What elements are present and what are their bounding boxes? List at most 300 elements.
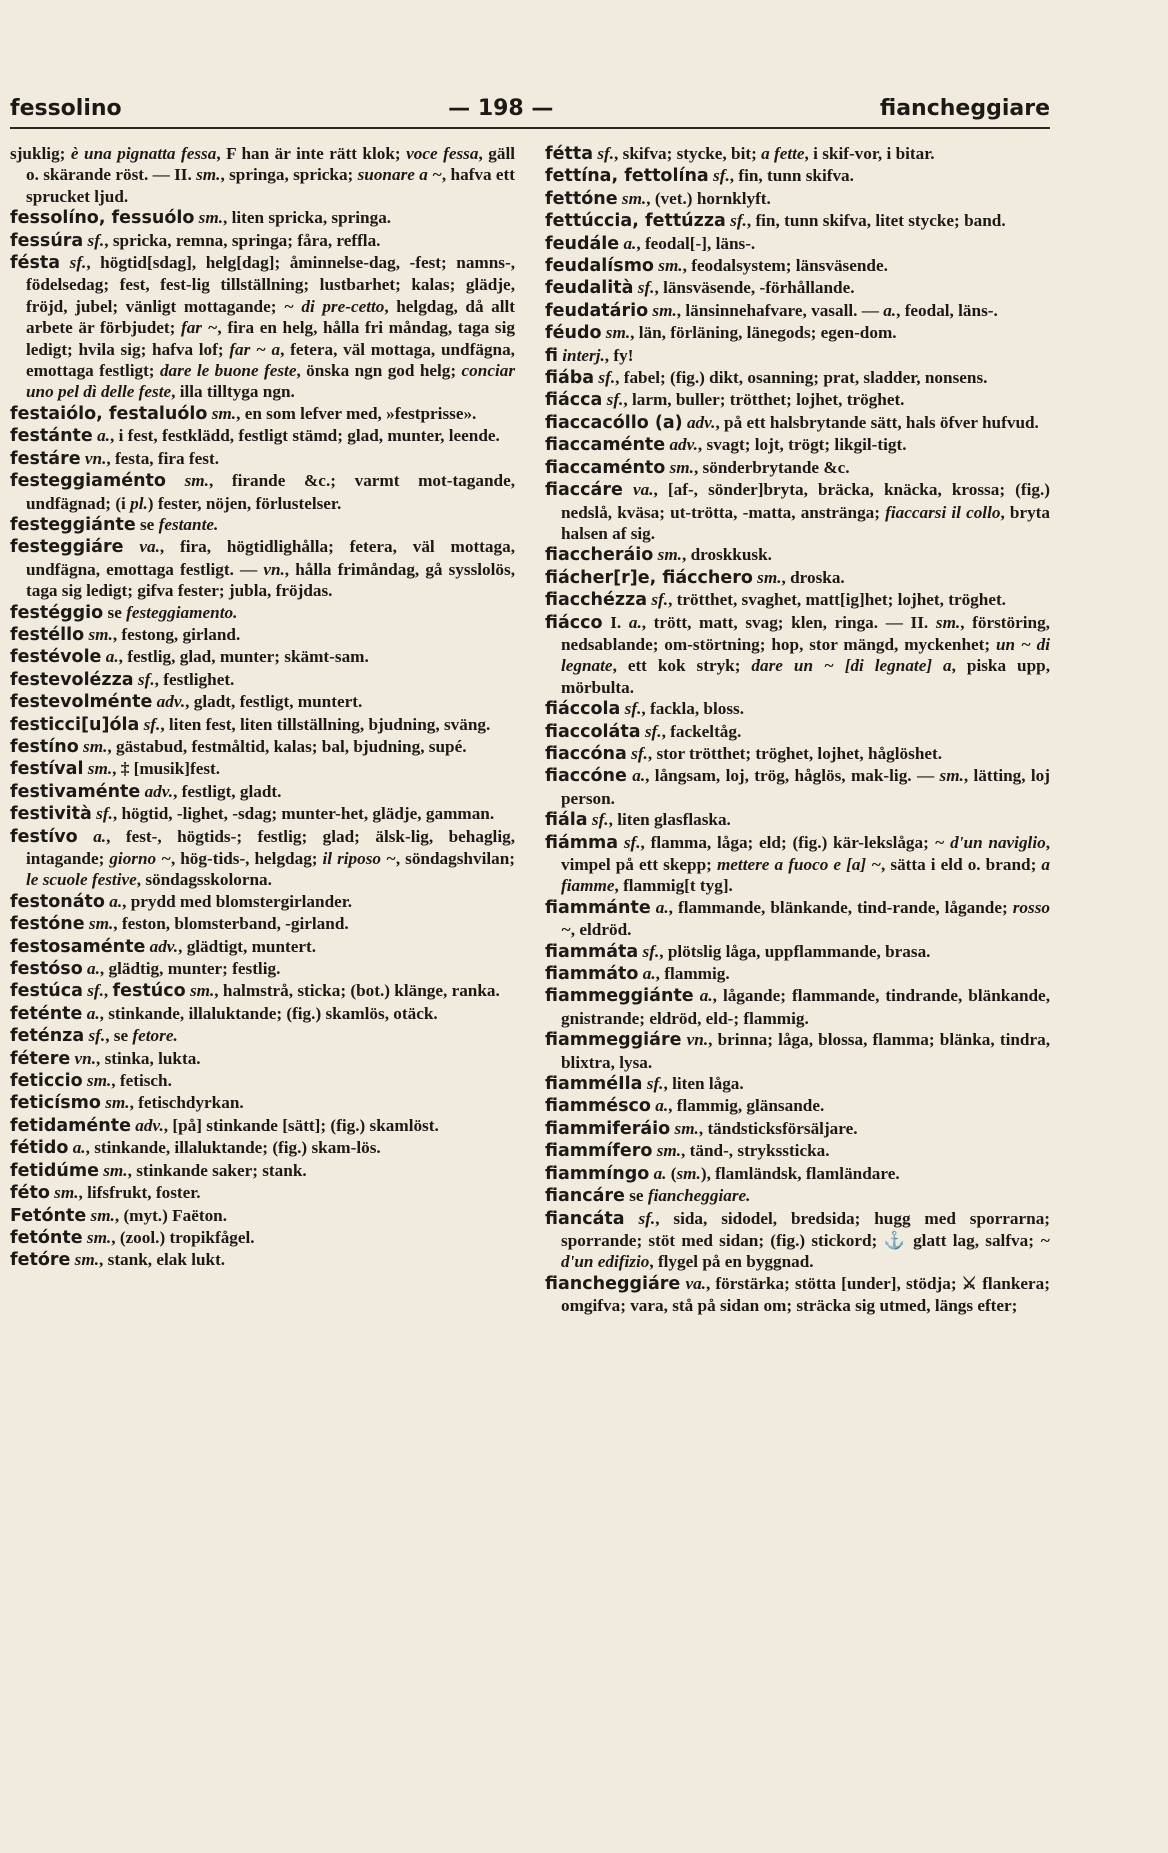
- definition-text: , tändsticksförsäljare.: [698, 1118, 858, 1138]
- headword: fiammáto: [545, 964, 639, 985]
- headword: fiammeggiánte: [545, 986, 694, 1007]
- italic-text: sf.: [651, 590, 669, 610]
- definition-text: , sida, sidodel, bredsida; hugg med sporrarna; sporrande; stöt med sidan; (fig.) stickord; ⚓ glatt lag, salfva;: [561, 1208, 1051, 1250]
- headword: fiammánte: [545, 897, 651, 918]
- definition-text: se: [624, 1186, 648, 1206]
- definition-text: , söndagshvilan;: [395, 849, 516, 868]
- dictionary-entry: [10, 1160, 515, 1182]
- definition-text: , fackla, bloss.: [641, 699, 745, 719]
- definition-text: , fabel; (fig.) dikt, osanning; prat, sladder, nonsens.: [615, 368, 988, 388]
- dictionary-entry: [545, 1163, 1050, 1185]
- definition-text: , fin, tunn skifva.: [729, 166, 854, 186]
- headword: fiancheggiáre: [545, 1273, 681, 1294]
- dictionary-entry: [545, 765, 1050, 809]
- dictionary-entry: [545, 1185, 1050, 1207]
- definition-text: , (zool.) tropikfågel.: [111, 1227, 255, 1247]
- italic-text: sm.: [656, 1141, 682, 1161]
- definition-text: , brinna; låga, blossa, flamma; blänka, tindra, blixtra, lysa.: [561, 1030, 1050, 1072]
- italic-text: dare un ~ [di legnate] a: [751, 656, 952, 676]
- dictionary-entry: [10, 602, 515, 624]
- definition-text: , svagt; lojt, trögt; likgil-tigt.: [697, 435, 907, 455]
- dictionary-entry: [545, 963, 1050, 985]
- italic-text: sf.: [591, 810, 609, 830]
- definition-text: , bryta halsen af sig.: [561, 502, 1050, 543]
- definition-text: se: [103, 602, 127, 622]
- definition-text: , stinka, lukta.: [96, 1048, 201, 1068]
- dictionary-entry: [10, 470, 515, 514]
- definition-text: , högtid, -lighet, -sdag; munter-het, glädje, gamman.: [112, 804, 495, 824]
- italic-text: sm.: [189, 981, 215, 1001]
- headword: festeggiaménto: [10, 471, 166, 492]
- definition-text: , [af-, sönder]bryta, bräcka, knäcka, krossa; (fig.) nedslå, kväsa; ut-trötta, -matta, anstränga;: [561, 480, 1050, 522]
- italic-text: sf.: [637, 278, 655, 298]
- dictionary-entry: [10, 958, 515, 980]
- italic-text: a.: [72, 1138, 86, 1158]
- headword: Fetónte: [10, 1205, 87, 1226]
- italic-text: va.: [685, 1273, 706, 1293]
- dictionary-entry: [545, 457, 1050, 479]
- headword: festívo: [10, 826, 78, 847]
- definition-text: , plötslig låga, uppflammande, brasa.: [659, 941, 931, 961]
- headword: feudatário: [545, 300, 649, 321]
- italic-text: sf.: [597, 144, 615, 163]
- definition-text: , festlighet.: [154, 669, 235, 689]
- dictionary-entry: [10, 714, 515, 736]
- italic-text: sm.: [83, 736, 108, 756]
- headword: feudalísmo: [545, 256, 654, 277]
- definition-text: , lågande; flammande, tindrande, blänkande, gnistrande; eldröd, eld-; flammig.: [561, 986, 1050, 1028]
- headword: fiába: [545, 368, 595, 389]
- italic-text: a.: [883, 300, 897, 320]
- dictionary-entry: [10, 691, 515, 713]
- italic-text: sf.: [143, 714, 161, 734]
- dictionary-entry: [10, 425, 515, 447]
- headword: festévole: [10, 647, 102, 668]
- headword: festáre: [10, 448, 81, 469]
- definition-text: , förstärka; stötta [under], stödja; ⚔ flankera; omgifva; vara, stå på sidan om; sträcka sig utmed, längs efter;: [561, 1273, 1050, 1316]
- headword: fiácco: [545, 612, 603, 633]
- headword: fiácca: [545, 390, 603, 411]
- italic-text: festeggiamento.: [126, 602, 238, 622]
- dictionary-entry: [545, 698, 1050, 720]
- definition-text: , festligt, gladt.: [173, 781, 282, 801]
- left-column: [10, 143, 515, 1317]
- definition-text: , halmstrå, sticka; (bot.) klänge, ranka.: [214, 981, 500, 1001]
- definition-text: , spricka, remna, springa; fåra, reffla.: [104, 230, 381, 250]
- italic-text: a.: [655, 1096, 669, 1116]
- definition-text: , springa, spricka;: [220, 165, 358, 185]
- dictionary-entry: [545, 277, 1050, 299]
- dictionary-entry: [10, 207, 515, 229]
- headword: fiamméscо: [545, 1096, 651, 1117]
- headword: fetónte: [10, 1227, 83, 1248]
- definition-text: , långsam, loj, trög, håglös, mak-lig. —: [645, 766, 940, 786]
- italic-text: a.: [632, 766, 646, 786]
- definition-text: [124, 537, 140, 556]
- dictionary-entry: [545, 1140, 1050, 1162]
- headword: festivaménte: [10, 781, 141, 802]
- definition-text: , (vet.) hornklyft.: [646, 188, 771, 208]
- italic-text: fetore.: [132, 1026, 178, 1046]
- headword: fessúra: [10, 230, 84, 251]
- headword: festività: [10, 804, 92, 825]
- italic-text: a.: [699, 986, 713, 1006]
- headword: fiaccaménto: [545, 457, 666, 478]
- definition-text: , län, förläning, länegods; egen-dom.: [630, 323, 897, 343]
- headword: festóso: [10, 959, 83, 980]
- italic-text: ~ di pre-cetto: [284, 296, 385, 316]
- italic-text: sm.: [939, 766, 964, 786]
- italic-text: sm.: [676, 1163, 701, 1183]
- italic-text: sm.: [757, 567, 782, 587]
- running-head: [10, 96, 1050, 127]
- dictionary-entry: [10, 781, 515, 803]
- definition-text: , fira, högtidlighålla; fetera, väl mottaga, undfägna, emottaga festligt. —: [26, 537, 515, 579]
- italic-text: suonare a ~: [357, 165, 442, 185]
- definition-text: , droskkusk.: [681, 545, 772, 565]
- definition-text: , stor trötthet; tröghet, lojhet, håglöshet.: [647, 743, 943, 763]
- dictionary-entry: [10, 1025, 515, 1047]
- headword: festánte: [10, 426, 93, 447]
- definition-text: , flygel på en byggnad.: [649, 1252, 814, 1272]
- dictionary-entry: [545, 1029, 1050, 1073]
- italic-text: adv.: [149, 936, 179, 956]
- definition-text: , på ett halsbrytande sätt, hals öfver hufvud.: [715, 412, 1039, 432]
- italic-text: fiancheggiare.: [647, 1186, 751, 1206]
- dictionary-entry: [545, 589, 1050, 611]
- italic-text: sf.: [638, 1208, 656, 1228]
- headword: festevolézza: [10, 669, 134, 690]
- italic-text: adv.: [669, 435, 698, 455]
- headword: fiancáre: [545, 1186, 625, 1207]
- headword: festúco: [112, 981, 186, 1002]
- definition-text: , stinkande saker; stank.: [127, 1160, 307, 1180]
- definition-text: , sönderbrytande &c.: [693, 457, 850, 477]
- italic-text: a fiamme: [561, 855, 1050, 896]
- definition-text: , högtid[sdag], helg[dag]; åminnelse-dag, -fest; namns-, födelsedag; fest, fest-lig tillställning; lustbarhet; kalas; glädje, fröjd, jubel; vänligt mottagande;: [26, 253, 516, 316]
- dictionary-entry: [545, 1073, 1050, 1095]
- headword: festosaménte: [10, 936, 146, 957]
- dictionary-entry: [10, 758, 515, 780]
- headword: festeggiánte: [10, 514, 136, 535]
- definition-text: , se: [105, 1026, 133, 1046]
- definition-text: ,: [103, 981, 113, 1001]
- headword: fétta: [545, 144, 594, 164]
- italic-text: sm.: [669, 457, 694, 477]
- definition-text: , söndagsskolorna.: [136, 870, 272, 890]
- definition-text: , i skif-vor, i bitar.: [804, 144, 935, 163]
- definition-text: , stinkande, illaluktande; (fig.) skamlös, otäck.: [99, 1003, 438, 1023]
- italic-text: dare le buone feste: [159, 361, 297, 381]
- dictionary-entry: [545, 143, 1050, 165]
- italic-text: va.: [632, 480, 654, 500]
- definition-text: , trött, matt, svag; klen, ringa. — II.: [641, 612, 936, 632]
- headword: fiaccacóllo (a): [545, 412, 683, 433]
- italic-text: sm.: [211, 403, 237, 423]
- italic-text: è una pignatta fessa: [70, 144, 217, 163]
- definition-text: , stank, elak lukt.: [99, 1250, 226, 1270]
- italic-text: a.: [653, 1163, 667, 1183]
- definition-text: , fetischdyrkan.: [129, 1093, 244, 1113]
- italic-text: far ~: [180, 318, 218, 338]
- definition-text: , fetisch.: [111, 1071, 172, 1091]
- definition-text: , prydd med blomstergirlander.: [122, 891, 353, 911]
- dictionary-entry: [10, 1182, 515, 1204]
- definition-text: [78, 827, 93, 846]
- definition-text: , [på] stinkande [sätt]; (fig.) skamlöst.: [163, 1115, 439, 1135]
- definition-text: , gladt, festligt, muntert.: [185, 692, 363, 712]
- definition-text: , piska upp, mörbulta.: [561, 656, 1050, 697]
- headword: festóne: [10, 914, 85, 935]
- italic-text: sm.: [103, 1160, 128, 1180]
- definition-text: , länsinnehafvare, vasall. —: [676, 300, 884, 320]
- italic-text: a fette: [761, 144, 805, 163]
- dictionary-entry: [10, 1137, 515, 1159]
- italic-text: a.: [109, 891, 123, 911]
- definition-text: ), flamländsk, flamländare.: [700, 1163, 900, 1183]
- italic-text: sf.: [87, 230, 105, 250]
- headword: fiaccóna: [545, 743, 627, 764]
- headword: fiammíngo: [545, 1163, 650, 1184]
- headword: fiámma: [545, 832, 619, 853]
- definition-text: , flammande, blänkande, tind-rande, lågande;: [668, 897, 1013, 917]
- dictionary-entry: [545, 165, 1050, 187]
- headword: festevolménte: [10, 692, 153, 713]
- dictionary-entry: [10, 736, 515, 758]
- left-guide-word: fessolino: [10, 96, 122, 121]
- definition-text: , illa tilltyga ngn.: [171, 382, 295, 402]
- definition-text: , firande &c.; varmt mot-tagande, undfägnad; (i: [26, 471, 515, 513]
- definition-text: , en som lefver med, »festprisse».: [236, 403, 477, 423]
- definition-text: , feston, blomsterband, -girland.: [113, 914, 349, 934]
- italic-text: fiaccarsi il collo: [885, 502, 1001, 522]
- definition-text: ) fester, nöjen, förlustelser.: [147, 493, 342, 513]
- italic-text: sm.: [621, 188, 647, 208]
- headword: festicci[u]óla: [10, 714, 140, 735]
- italic-text: sm.: [935, 612, 961, 632]
- headword: feticcio: [10, 1071, 83, 1092]
- italic-text: giorno ~: [109, 849, 171, 868]
- definition-text: , flammig[t tyg].: [614, 876, 733, 896]
- dictionary-entry: [10, 252, 515, 403]
- right-column: [545, 143, 1050, 1317]
- dictionary-entry: [545, 233, 1050, 255]
- definition-text: , flammig.: [655, 964, 730, 984]
- dictionary-entry: [545, 567, 1050, 589]
- dictionary-entry: [545, 897, 1050, 941]
- dictionary-entry: [10, 514, 515, 536]
- dictionary-entry: [10, 913, 515, 935]
- italic-text: sf.: [624, 699, 642, 719]
- dictionary-entry: [10, 936, 515, 958]
- italic-text: a.: [628, 612, 642, 632]
- italic-text: sf.: [644, 721, 662, 741]
- italic-text: un ~ di legnate: [561, 634, 1050, 676]
- dictionary-entry: [545, 188, 1050, 210]
- italic-text: sm.: [86, 1071, 112, 1091]
- italic-text: sf.: [730, 211, 747, 231]
- italic-text: rosso ~: [561, 897, 1050, 940]
- headword: festaiólo, festaluólo: [10, 403, 208, 424]
- definition-text: , flammig, glänsande.: [668, 1096, 825, 1116]
- definition-text: , fackeltåg.: [661, 721, 742, 741]
- italic-text: sf.: [87, 981, 104, 1001]
- definition-text: , förstöring, nedsablande; om-störtning; hop, stor mängd, myckenhet;: [561, 612, 1050, 654]
- dictionary-entry: [10, 980, 515, 1002]
- definition-text: , fetera, väl mottaga, undfägna, emottaga festligt;: [26, 339, 515, 381]
- italic-text: a.: [623, 233, 637, 253]
- definition-text: , gäll o. skärande röst. — II.: [26, 144, 515, 185]
- dictionary-entry: [545, 612, 1050, 699]
- italic-text: conciar uno pel dì delle feste: [26, 361, 516, 402]
- dictionary-entry: [10, 1070, 515, 1092]
- italic-text: pl.: [130, 493, 148, 513]
- italic-text: sf.: [623, 832, 641, 852]
- definition-text: , festong, girland.: [112, 624, 241, 644]
- italic-text: adv.: [135, 1115, 164, 1135]
- definition-text: , fy!: [604, 345, 634, 365]
- dictionary-entry: [545, 941, 1050, 963]
- dictionary-entry: [545, 832, 1050, 897]
- italic-text: sm.: [86, 1227, 112, 1247]
- headword: festeggiáre: [10, 537, 124, 558]
- definition-text: , liten fest, liten tillställning, bjudning, sväng.: [160, 714, 491, 734]
- definition-text: , festa, fira fest.: [106, 448, 219, 468]
- dictionary-entry: [545, 345, 1050, 367]
- headword: feudále: [545, 233, 620, 254]
- dictionary-entry: [545, 434, 1050, 456]
- dictionary-entry: [10, 826, 515, 891]
- italic-text: va.: [139, 537, 160, 557]
- dictionary-entry: [10, 1115, 515, 1137]
- definition-text: , sätta i eld o. brand;: [881, 855, 1042, 874]
- dictionary-entry: [545, 300, 1050, 322]
- headword: feticísmo: [10, 1093, 101, 1114]
- definition-text: , tänd-, strykssticka.: [681, 1141, 830, 1161]
- definition-text: , lätting, loj person.: [561, 766, 1050, 808]
- headword: fiammeggiáre: [545, 1030, 682, 1051]
- italic-text: sm.: [90, 1205, 115, 1225]
- italic-text: sm.: [196, 165, 221, 185]
- definition-text: , droska.: [781, 567, 845, 587]
- definition-text: , F han är inte rätt klok;: [216, 144, 407, 163]
- italic-text: sm.: [88, 624, 113, 644]
- headword: fettóne: [545, 188, 618, 209]
- italic-text: ~ d'un edifizio: [561, 1230, 1050, 1272]
- dictionary-entry: [10, 230, 515, 252]
- definition-text: , vimpel på ett skepp;: [561, 832, 1050, 874]
- dictionary-entry: [10, 1092, 515, 1114]
- definition-text: , hög-tids-, helgdag;: [170, 849, 323, 868]
- headword: fettína, fettolína: [545, 166, 709, 187]
- definition-text: sjuklig;: [10, 144, 71, 163]
- dictionary-entry: [545, 1273, 1050, 1317]
- definition-text: , önska ngn god helg;: [296, 361, 462, 381]
- dictionary-entry: [545, 479, 1050, 544]
- dictionary-entry: [10, 403, 515, 425]
- dictionary-entry: [10, 669, 515, 691]
- definition-text: , festlig, glad, munter; skämt-sam.: [118, 647, 369, 667]
- definition-text: , flamma, låga; eld; (fig.) kär-lekslåga;: [640, 832, 935, 852]
- italic-text: le scuole festive: [26, 870, 137, 890]
- right-guide-word: fiancheggiare: [879, 96, 1050, 121]
- headword: festéllo: [10, 624, 85, 645]
- dictionary-entry: [10, 536, 515, 601]
- headword: fettúccia, fettúzza: [545, 211, 726, 232]
- italic-text: sm.: [88, 914, 114, 934]
- dictionary-entry: [545, 412, 1050, 434]
- definition-text: , lifsfrukt, foster.: [78, 1183, 201, 1203]
- headword: féto: [10, 1183, 50, 1204]
- definition-text: , feodal[-], läns-.: [636, 233, 756, 253]
- headword: feudalità: [545, 278, 634, 299]
- italic-text: vn.: [263, 559, 285, 579]
- headword: féudo: [545, 323, 602, 344]
- headword: festéggio: [10, 602, 104, 623]
- dictionary-entry: [10, 1205, 515, 1227]
- headword: fiáccola: [545, 699, 621, 720]
- dictionary-entry: [545, 1208, 1050, 1273]
- dictionary-entry: [545, 389, 1050, 411]
- italic-text: il riposo ~: [322, 849, 396, 868]
- italic-text: mettere a fuoco e [a] ~: [716, 855, 882, 874]
- italic-text: sf.: [642, 941, 660, 961]
- dictionary-entry: [545, 1095, 1050, 1117]
- headword: fi: [545, 345, 558, 366]
- italic-text: a.: [87, 959, 100, 979]
- dictionary-entry: [10, 803, 515, 825]
- dictionary-entry: [10, 624, 515, 646]
- headword: fiamméIla: [545, 1074, 643, 1095]
- italic-text: sf.: [646, 1074, 664, 1094]
- definition-text: [623, 480, 633, 499]
- definition-text: , stinkande, illaluktande; (fig.) skam-lös.: [85, 1138, 381, 1158]
- italic-text: ~ d'un naviglio: [934, 832, 1046, 852]
- italic-text: vn.: [74, 1048, 96, 1068]
- italic-text: sf.: [598, 368, 616, 388]
- dictionary-entry: [10, 1003, 515, 1025]
- dictionary-entry: [545, 322, 1050, 344]
- italic-text: sf.: [69, 253, 87, 273]
- dictionary-entry: [545, 809, 1050, 831]
- italic-text: far ~ a: [229, 339, 281, 359]
- definition-text: [166, 471, 185, 490]
- definition-text: , liten glasflaska.: [608, 810, 731, 830]
- definition-text: , länsväsende, -förhållande.: [654, 278, 855, 298]
- definition-text: , fest-, högtids-; festlig; glad; älsk-lig, behaglig, intagande;: [26, 826, 515, 868]
- headword: fiammífero: [545, 1141, 653, 1162]
- headword: fiammiferáio: [545, 1118, 671, 1139]
- dictionary-entry: [10, 646, 515, 668]
- italic-text: sf.: [606, 390, 624, 410]
- definition-text: , gästabud, festmåltid, kalas; bal, bjudning, supé.: [107, 736, 467, 756]
- headword: fiammáta: [545, 941, 639, 962]
- headword: fiaccóne: [545, 766, 627, 787]
- dictionary-entry: [10, 1048, 515, 1070]
- headword: fiaccáre: [545, 480, 623, 501]
- italic-text: adv.: [686, 412, 716, 432]
- headword: fiaccheráio: [545, 545, 654, 566]
- dictionary-entry: [10, 1227, 515, 1249]
- italic-text: sm.: [658, 256, 683, 276]
- headword: festonáto: [10, 891, 105, 912]
- italic-text: sf.: [96, 804, 113, 824]
- italic-text: sm.: [198, 208, 224, 228]
- italic-text: a.: [97, 426, 110, 446]
- italic-text: adv.: [156, 692, 186, 712]
- dictionary-entry: [545, 367, 1050, 389]
- dictionary-entry: [545, 255, 1050, 277]
